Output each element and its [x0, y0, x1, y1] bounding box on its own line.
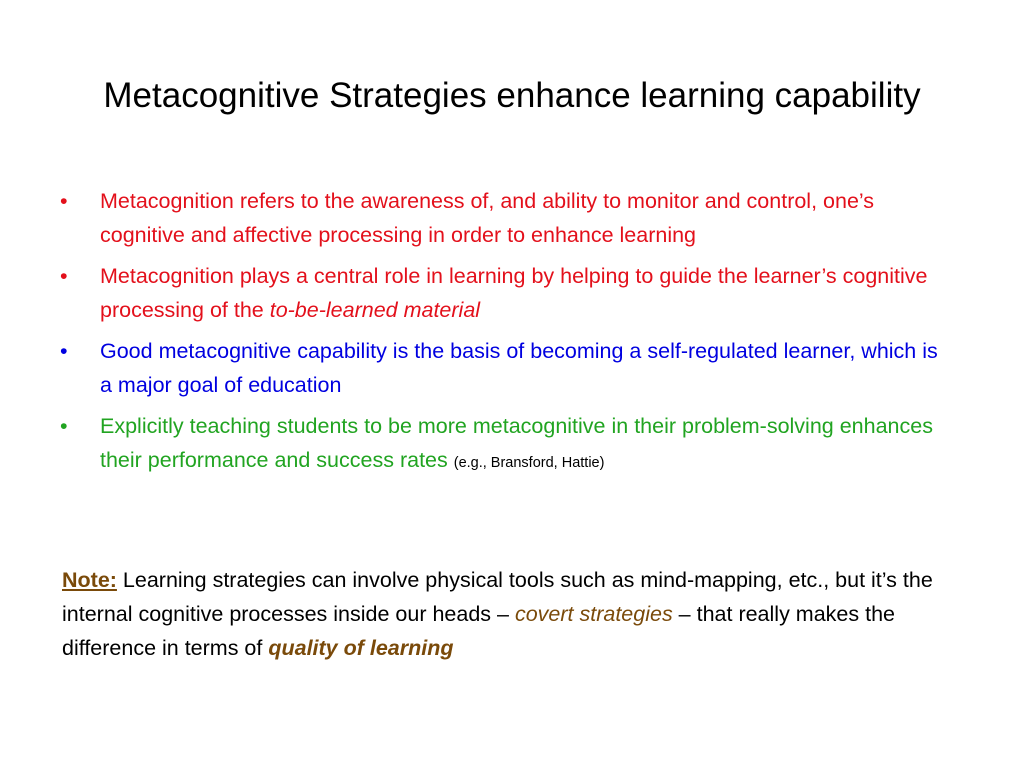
bullet-text: Good metacognitive capability is the basis of becoming a self-regulated learner, which is a major goal of education [100, 339, 938, 397]
bullet-list [60, 184, 940, 487]
bullet-item-4 [60, 409, 940, 480]
bullet-emphasis: to-be-learned material [269, 298, 481, 322]
bullet-dot: • [60, 339, 68, 363]
slide-title: Metacognitive Strategies enhance learning capability [103, 76, 921, 115]
note-paragraph [62, 563, 942, 665]
bullet-item-2 [60, 259, 940, 327]
bullet-item-1 [60, 184, 940, 252]
bullet-dot: • [60, 189, 68, 213]
note-strong-emphasis: quality of learning [268, 636, 454, 660]
note-emphasis: covert strategies [514, 602, 673, 626]
note-text-1: Learning strategies can involve physical tools such as mind-mapping, etc., but it’s the internal cognitive processes inside our heads – [62, 568, 933, 626]
bullet-item-3 [60, 334, 940, 402]
bullet-text: Metacognition refers to the awareness of, and ability to monitor and control, one’s cognitive and affective processing in order to enhance learning [100, 189, 875, 247]
bullet-text: Explicitly teaching students to be more metacognitive in their problem-solving enhances their performance and success rates [100, 414, 933, 472]
bullet-dot: • [60, 414, 68, 438]
note-text-2: – that really makes the difference in terms of [62, 602, 895, 660]
note-label: Note: [62, 568, 117, 592]
citation: (e.g., Bransford, Hattie) [453, 455, 605, 471]
bullet-text: Metacognition plays a central role in learning by helping to guide the learner’s cognitive processing of the [100, 264, 928, 322]
bullet-dot: • [60, 264, 68, 288]
